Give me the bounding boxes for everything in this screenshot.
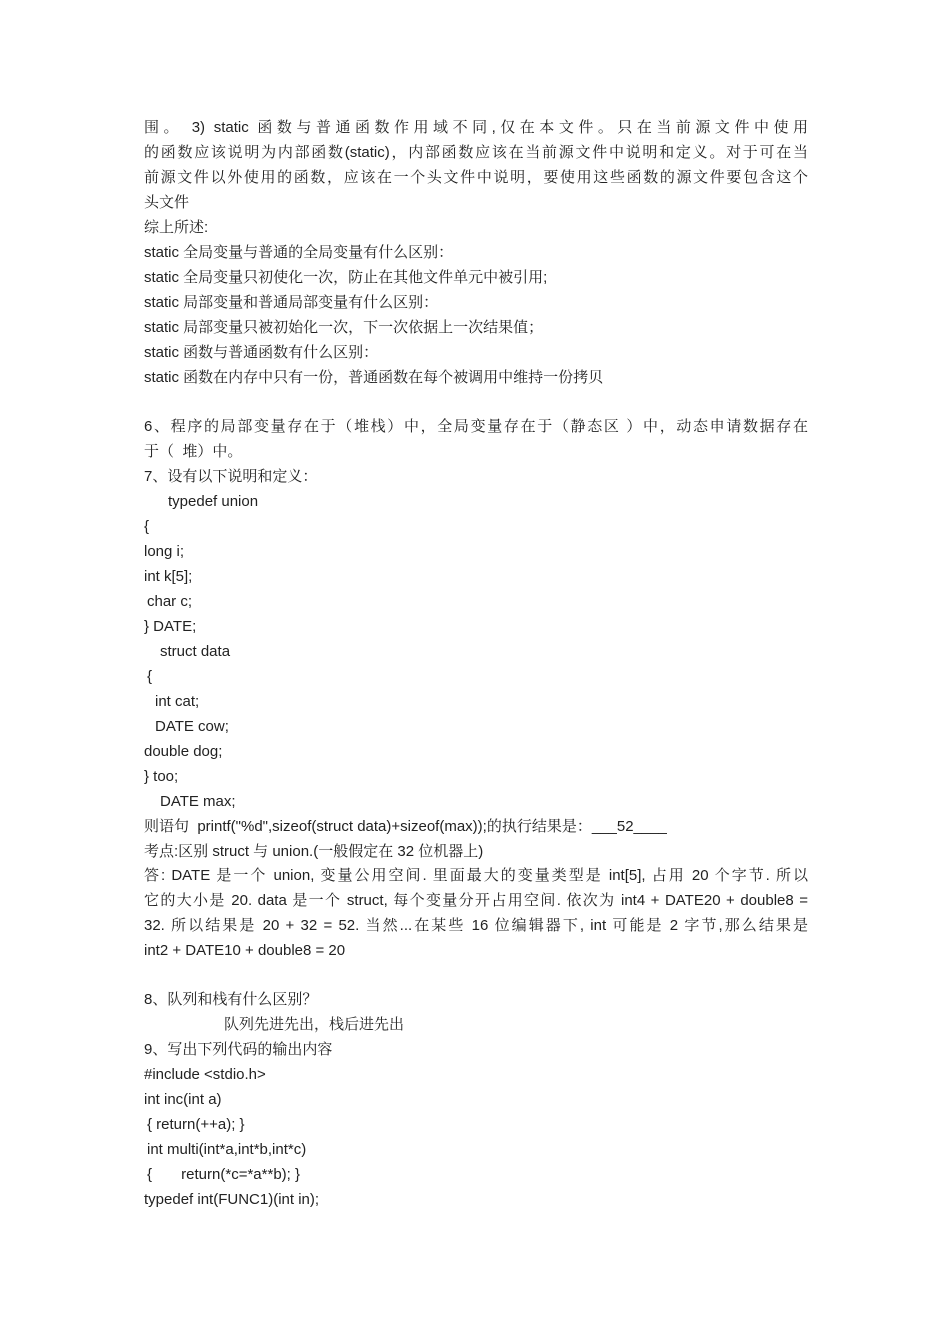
text-line: int2 + DATE10 + double8 = 20 — [144, 942, 346, 959]
text-line: double dog; — [144, 743, 223, 760]
text-line: { — [144, 518, 150, 535]
text-line: 于（ 堆）中。 — [144, 443, 243, 460]
text-line: { return(*c=*a**b); } — [147, 1166, 300, 1183]
text-line: long i; — [144, 543, 185, 560]
text-line: static 局部变量和普通局部变量有什么区别： — [144, 294, 439, 311]
text-line: int multi(int*a,int*b,int*c) — [147, 1141, 307, 1158]
text-line: #include <stdio.h> — [144, 1066, 266, 1083]
text-line: DATE cow; — [155, 718, 229, 735]
text-line: 综上所述: — [144, 219, 209, 236]
text-line: 则语句 printf("%d",sizeof(struct data)+sizeof(max));的执行结果是：___52____ — [144, 818, 667, 835]
text-line: 答: DATE 是一个 union, 变量公用空间. 里面最大的变量类型是 int[5], 占用 20 个字节. 所以 — [144, 867, 808, 884]
text-line: typedef int(FUNC1)(int in); — [144, 1191, 320, 1208]
text-line: char c; — [147, 593, 193, 610]
text-line: { — [147, 668, 153, 685]
text-line: static 全局变量与普通的全局变量有什么区别： — [144, 244, 454, 261]
text-line: 8、队列和栈有什么区别？ — [144, 991, 318, 1008]
text-line: static 全局变量只初使化一次，防止在其他文件单元中被引用; — [144, 269, 548, 286]
text-line: { return(++a); } — [147, 1116, 245, 1133]
text-line: typedef union — [168, 493, 259, 510]
text-line: 的函数应该说明为内部函数(static)，内部函数应该在当前源文件中说明和定义。对于可在当 — [144, 144, 808, 161]
text-line: 头文件 — [144, 194, 190, 211]
text-line: static 函数与普通函数有什么区别： — [144, 344, 379, 361]
text-line: 32. 所以结果是 20 + 32 = 52. 当然...在某些 16 位编辑器下, int 可能是 2 字节,那么结果是 — [144, 917, 808, 934]
text-line: static 函数在内存中只有一份，普通函数在每个被调用中维持一份拷贝 — [144, 369, 604, 386]
text-line: 它的大小是 20. data 是一个 struct, 每个变量分开占用空间. 依次为 int4 + DATE20 + double8 = — [144, 892, 808, 909]
text-line: static 局部变量只被初始化一次，下一次依据上一次结果值； — [144, 319, 544, 336]
text-line: 7、设有以下说明和定义： — [144, 468, 318, 485]
text-line: 考点:区别 struct 与 union.(一般假定在 32 位机器上) — [144, 843, 484, 860]
text-line: 围。 3) static 函数与普通函数作用域不同,仅在本文件。只在当前源文件中使用 — [144, 119, 808, 136]
text-line: DATE max; — [160, 793, 236, 810]
text-line: int inc(int a) — [144, 1091, 222, 1108]
text-line: 队列先进先出，栈后进先出 — [224, 1016, 405, 1033]
text-line: } DATE; — [144, 618, 197, 635]
text-line: struct data — [160, 643, 231, 660]
text-line: } too; — [144, 768, 179, 785]
text-line: 6、程序的局部变量存在于（堆栈）中，全局变量存在于（静态区 ）中，动态申请数据存在 — [144, 418, 808, 435]
text-line: int cat; — [155, 693, 200, 710]
text-line: 前源文件以外使用的函数，应该在一个头文件中说明，要使用这些函数的源文件要包含这个 — [144, 169, 808, 186]
text-line: 9、写出下列代码的输出内容 — [144, 1041, 333, 1058]
text-line: int k[5]; — [144, 568, 193, 585]
